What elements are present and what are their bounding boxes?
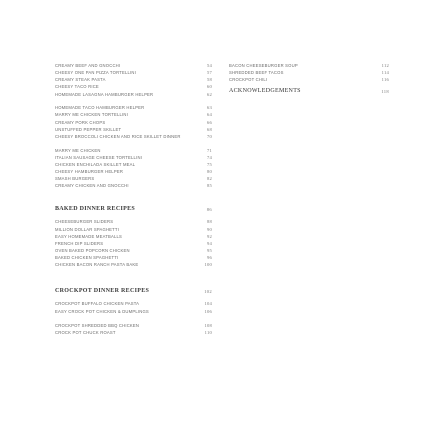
toc-entry: [55, 241, 212, 246]
entry-page: 66: [207, 120, 212, 125]
toc-entry: [55, 323, 212, 328]
entry-title: CREAMY BEEF AND GNOCCHI: [55, 63, 121, 68]
section-title: BAKED DINNER RECIPES: [55, 206, 136, 212]
toc-entry: [55, 301, 212, 306]
toc-entry: [55, 127, 212, 132]
toc-entry: [55, 77, 212, 82]
toc-entry: [55, 248, 212, 253]
entry-title: SMASH BURGERS: [55, 176, 95, 181]
entry-page: 88: [207, 219, 212, 224]
entry-title: EASY CROCK POT CHICKEN & DUMPLINGS: [55, 309, 149, 314]
section-page: 102: [204, 288, 212, 294]
entry-page: 106: [204, 309, 212, 314]
entry-page: 116: [381, 77, 389, 82]
entry-page: 94: [207, 241, 212, 246]
entry-title: CHEESEBURGER SLIDERS: [55, 219, 114, 224]
entry-page: 92: [207, 234, 212, 239]
entry-title: CHICKEN ENCHILADA SKILLET MEAL: [55, 162, 136, 167]
acknowledgements-entry: [229, 88, 389, 94]
entry-title: CROCK POT CHUCK ROAST: [55, 330, 116, 335]
toc-entry: [55, 234, 212, 239]
entry-title: CROCKPOT BUFFALO CHICKEN PASTA: [55, 301, 140, 306]
entry-title: CHEESY TACO RICE: [55, 84, 99, 89]
entry-page: 96: [207, 255, 212, 260]
toc-entry: [55, 70, 212, 75]
entry-page: 57: [207, 70, 212, 75]
section-page: 86: [206, 206, 212, 212]
entry-title: CHICKEN BACON RANCH PASTA BAKE: [55, 262, 139, 267]
entry-page: 82: [207, 176, 212, 181]
section-heading-crockpot: [55, 288, 212, 294]
toc-entry: [55, 262, 212, 267]
entry-title: CROCKPOT SHREDDED BBQ CHICKEN: [55, 323, 140, 328]
toc-entry: [55, 148, 212, 153]
entry-title: EASY HOMEMADE MEATBALLS: [55, 234, 123, 239]
entry-title: MARRY ME CHICKEN TORTELLINI: [55, 112, 128, 117]
toc-entry: [55, 169, 212, 174]
toc-entry: [55, 84, 212, 89]
toc-entry: [55, 155, 212, 160]
entry-title: BACON CHEESEBURGER SOUP: [229, 63, 298, 68]
entry-page: 112: [381, 63, 389, 68]
toc-entry: [55, 219, 212, 224]
entry-title: CHEESY ONE PAN PIZZA TORTELLINI: [55, 70, 136, 75]
entry-page: 90: [207, 227, 212, 232]
toc-entry: [55, 120, 212, 125]
entry-title: FRENCH DIP SLIDERS: [55, 241, 104, 246]
toc-entry: [55, 255, 212, 260]
entry-title: HOMEMADE TACO HAMBURGER HELPER: [55, 105, 145, 110]
entry-page: 75: [207, 162, 212, 167]
entry-title: ITALIAN SAUSAGE CHEESE TORTELLINI: [55, 155, 143, 160]
toc-entry: [55, 105, 212, 110]
toc-entry: [55, 134, 212, 139]
entry-page: 64: [207, 112, 212, 117]
entry-title: UNSTUFFED PEPPER SKILLET: [55, 127, 122, 132]
entry-title: SHREDDED BEEF TACOS: [229, 70, 284, 75]
entry-title: CREAMY CHICKEN AND GNOCCHI: [55, 183, 129, 188]
toc-entry: [55, 162, 212, 167]
section-title: CROCKPOT DINNER RECIPES: [55, 288, 150, 294]
entry-page: 110: [204, 330, 212, 335]
entry-page: 62: [207, 92, 212, 97]
entry-title: MILLION DOLLAR SPAGHETTI: [55, 227, 120, 232]
toc-entry: [229, 70, 389, 75]
entry-title: HOMEMADE LASAGNA HAMBURGER HELPER: [55, 92, 154, 97]
section-heading-baked: [55, 206, 212, 212]
entry-page: 58: [207, 77, 212, 82]
entry-title: CHEESY BROCCOLI CHICKEN AND RICE SKILLET DINNER: [55, 134, 181, 139]
entry-page: 70: [207, 134, 212, 139]
entry-page: 114: [381, 70, 389, 75]
entry-page: 54: [207, 63, 212, 68]
acknowledgements-title: ACKNOWLEDGEMENTS: [229, 88, 301, 94]
entry-page: 68: [207, 127, 212, 132]
entry-title: MARRY ME CHICKEN: [55, 148, 101, 153]
toc-entry: [55, 183, 212, 188]
toc-entry: [55, 330, 212, 335]
entry-page: 71: [207, 148, 212, 153]
entry-page: 85: [207, 183, 212, 188]
entry-title: CHEESY HAMBURGER HELPER: [55, 169, 124, 174]
entry-page: 100: [204, 262, 212, 267]
entry-page: 80: [207, 169, 212, 174]
entry-page: 104: [204, 301, 212, 306]
acknowledgements-page: 118: [381, 88, 389, 94]
toc-entry: [229, 77, 389, 82]
toc-entry: [55, 112, 212, 117]
entry-title: BAKED CHICKEN SPAGHETTI: [55, 255, 119, 260]
entry-page: 60: [207, 84, 212, 89]
entry-page: 95: [207, 248, 212, 253]
toc-entry: [55, 309, 212, 314]
entry-title: CROCKPOT CHILI: [229, 77, 268, 82]
entry-title: CREAMY STEAK PASTA: [55, 77, 106, 82]
entry-title: CREAMY PORK CHOPS: [55, 120, 106, 125]
toc-entry: [229, 63, 389, 68]
toc-entry: [55, 176, 212, 181]
entry-title: OVEN BAKED POPCORN CHICKEN: [55, 248, 130, 253]
toc-entry: [55, 92, 212, 97]
entry-page: 108: [204, 323, 212, 328]
toc-entry: [55, 227, 212, 232]
entry-page: 74: [207, 155, 212, 160]
toc-entry: [55, 63, 212, 68]
entry-page: 63: [207, 105, 212, 110]
